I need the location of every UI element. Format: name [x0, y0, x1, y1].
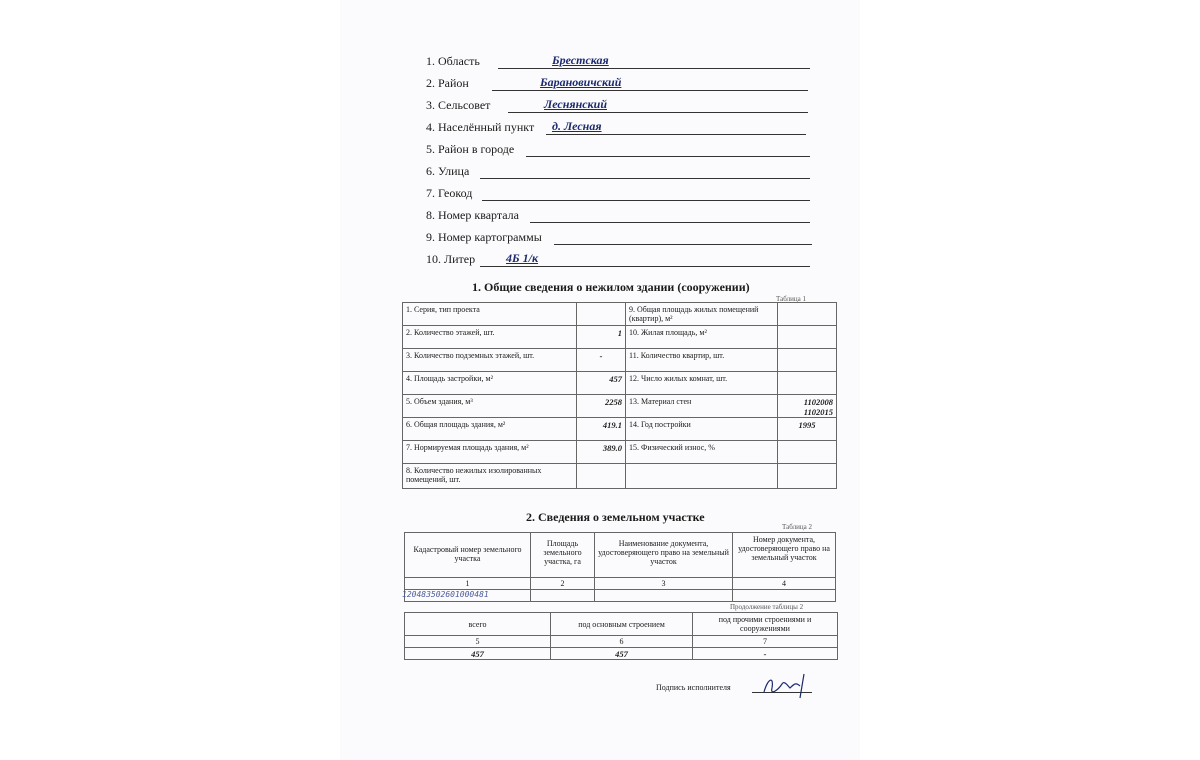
field-value-settlement: д. Лесная [552, 119, 602, 133]
field-label-settlement: 4. Населённый пункт [426, 120, 535, 134]
field-line [480, 266, 810, 267]
field-label-liter: 10. Литер [426, 252, 476, 266]
field-line [530, 222, 810, 223]
field-label-cartogram-number: 9. Номер картограммы [426, 230, 542, 244]
t1-value [777, 348, 837, 372]
field-line [482, 200, 810, 201]
t2-continuation-caption: Продолжение таблицы 2 [730, 603, 804, 611]
document-page [340, 0, 860, 760]
section1-title: 1. Общие сведения о нежилом здании (сооружении) [472, 280, 750, 294]
field-line [554, 244, 812, 245]
field-line [480, 178, 810, 179]
field-label-selsovet: 3. Сельсовет [426, 98, 491, 112]
field-value-liter: 4Б 1/к [506, 251, 539, 265]
t1-value: - [576, 348, 626, 372]
t1-label: 3. Количество подземных этажей, шт. [402, 348, 577, 372]
table1-caption: Таблица 1 [776, 295, 806, 303]
t1-label: 8. Количество нежилых изолированных помещений, шт. [402, 463, 577, 489]
t2-header: Наименование документа, удостоверяющего право на земельный участок [594, 532, 733, 578]
field-line [498, 68, 810, 69]
field-label-region: 1. Область [426, 54, 480, 68]
t1-value [777, 325, 837, 349]
t2-header: Площадь земельного участка, га [530, 532, 595, 578]
field-line [492, 90, 808, 91]
t1-value [576, 463, 626, 489]
field-label-street: 6. Улица [426, 164, 470, 178]
t1-label: 6. Общая площадь здания, м² [402, 417, 577, 441]
field-line [508, 112, 808, 113]
t2-col-number: 2 [530, 577, 595, 590]
section2-title: 2. Сведения о земельном участке [526, 510, 705, 524]
t2c-col-number: 5 [404, 635, 551, 648]
field-label-geocode: 7. Геокод [426, 186, 473, 200]
t2-header: Номер документа, удостоверяющего право на земельный участок [732, 532, 836, 578]
field-label-city-district: 5. Район в городе [426, 142, 515, 156]
t2c-col-number: 7 [692, 635, 838, 648]
t1-value [576, 302, 626, 326]
t1-label: 7. Нормируемая площадь здания, м² [402, 440, 577, 464]
field-label-block-number: 8. Номер квартала [426, 208, 519, 222]
handwritten-signature [760, 672, 820, 700]
t1-label: 4. Площадь застройки, м² [402, 371, 577, 395]
table2-caption: Таблица 2 [782, 523, 812, 531]
t1-label: 14. Год постройки [625, 417, 778, 441]
field-label-district: 2. Район [426, 76, 469, 90]
field-value-district: Барановичский [540, 75, 622, 89]
t1-value: 457 [576, 371, 626, 395]
t1-value: 1 [576, 325, 626, 349]
t2-value-cell [530, 589, 595, 602]
t2c-value: 457 [404, 647, 551, 660]
t1-label: 2. Количество этажей, шт. [402, 325, 577, 349]
t2-cadastral-number: 120483502601000481 [402, 590, 489, 599]
t1-label [625, 463, 778, 489]
field-line [546, 134, 806, 135]
signature-label: Подпись исполнителя [656, 683, 731, 692]
t1-value: 1995 [777, 417, 837, 441]
t1-label: 13. Материал стен [625, 394, 778, 418]
t1-value: 419.1 [576, 417, 626, 441]
t2-col-number: 4 [732, 577, 836, 590]
t2-header: Кадастровый номер земельного участка [404, 532, 531, 578]
field-value-region: Брестская [552, 53, 609, 67]
t2c-value: 457 [550, 647, 693, 660]
t2c-header: под основным строением [550, 612, 693, 636]
t1-value [777, 440, 837, 464]
t2-col-number: 3 [594, 577, 733, 590]
t1-label: 10. Жилая площадь, м² [625, 325, 778, 349]
t2-value-cell [594, 589, 733, 602]
t2c-header: под прочими строениями и сооружениями [692, 612, 838, 636]
t2-col-number: 1 [404, 577, 531, 590]
t1-value [777, 463, 837, 489]
t1-value [777, 371, 837, 395]
t1-value: 2258 [576, 394, 626, 418]
t1-label: 15. Физический износ, % [625, 440, 778, 464]
t2c-header: всего [404, 612, 551, 636]
field-value-selsovet: Леснянский [544, 97, 607, 111]
t1-value [777, 302, 837, 326]
t2c-value: - [692, 647, 838, 660]
t1-label: 9. Общая площадь жилых помещений (квартир), м² [625, 302, 778, 326]
t1-label: 12. Число жилых комнат, шт. [625, 371, 778, 395]
t1-value: 1102008 1102015 [777, 394, 837, 418]
t1-value: 389.0 [576, 440, 626, 464]
t1-label: 5. Объем здания, м³ [402, 394, 577, 418]
t1-label: 11. Количество квартир, шт. [625, 348, 778, 372]
t2-value-cell [732, 589, 836, 602]
t2c-col-number: 6 [550, 635, 693, 648]
field-line [526, 156, 810, 157]
t1-label: 1. Серия, тип проекта [402, 302, 577, 326]
